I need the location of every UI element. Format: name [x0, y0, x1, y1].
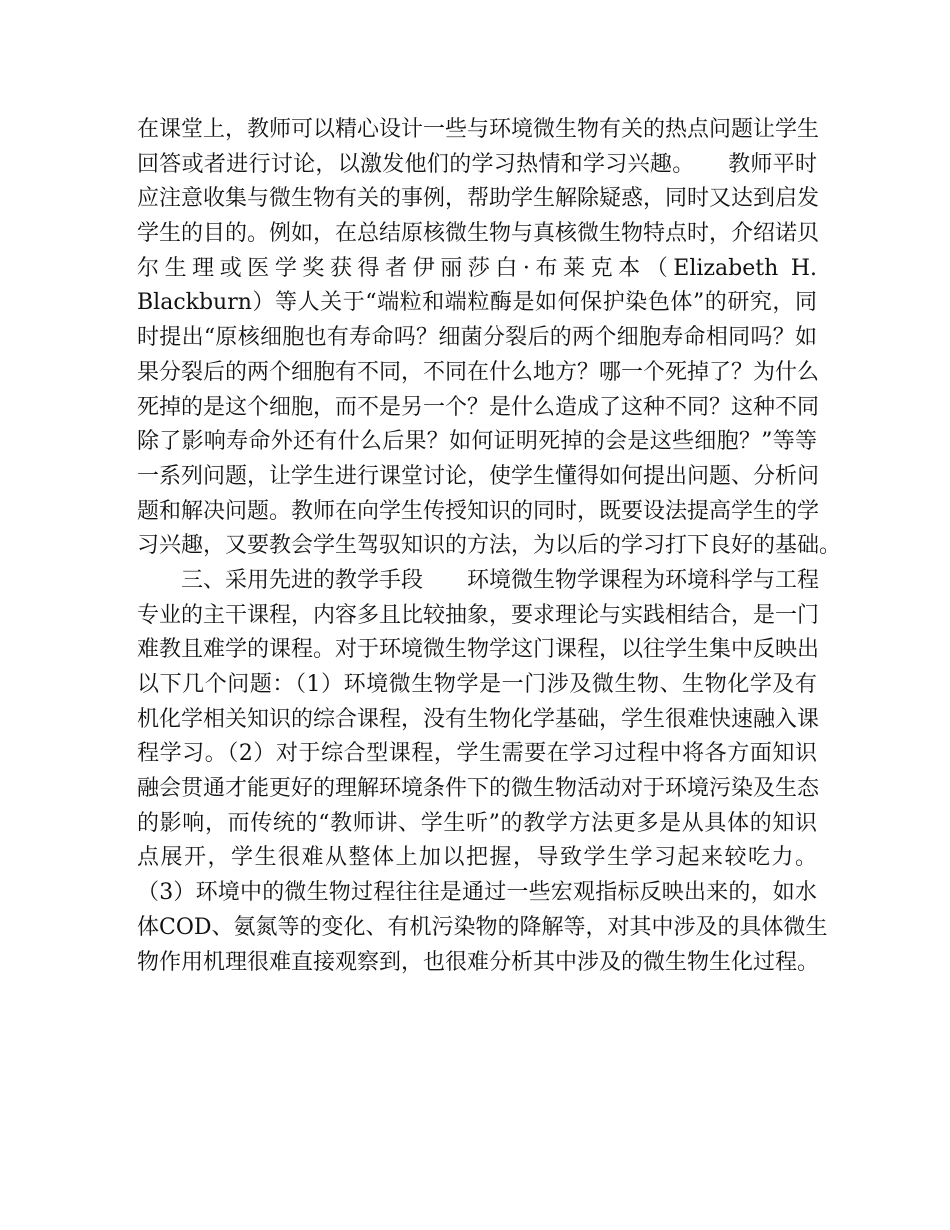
text-line: 题和解决问题。教师在向学生传授知识的同时，既要设法提高学生的学: [137, 498, 820, 524]
text-line: 学生的目的。例如，在总结原核微生物与真核微生物特点时，介绍诺贝: [137, 221, 820, 247]
text-line: 在课堂上，教师可以精心设计一些与环境微生物有关的热点问题让学生: [137, 117, 820, 142]
text-line: 难教且难学的课程。对于环境微生物学这门课程，以往学生集中反映出: [137, 637, 820, 663]
text-line: 应注意收集与微生物有关的事例，帮助学生解除疑惑，同时又达到启发: [137, 186, 820, 212]
text-line: Blackburn）等人关于“端粒和端粒酶是如何保护染色体”的研究，同: [137, 290, 817, 316]
section-heading-line: 三、采用先进的教学手段 环境微生物学课程为环境科学与工程: [137, 567, 820, 593]
text-line: 果分裂后的两个细胞有不同，不同在什么地方？哪一个死掉了？为什么: [137, 359, 820, 385]
text-line: 机化学相关知识的综合课程，没有生物化学基础，学生很难快速融入课: [137, 706, 820, 732]
text-line: 融会贯通才能更好的理解环境条件下的微生物活动对于环境污染及生态: [137, 776, 820, 802]
text-line: 死掉的是这个细胞，而不是另一个？是什么造成了这种不同？这种不同: [137, 394, 820, 420]
text-line: 除了影响寿命外还有什么后果？如何证明死掉的会是这些细胞？”等等: [137, 429, 817, 455]
text-line: 程学习。（2）对于综合型课程，学生需要在学习过程中将各方面知识: [137, 741, 817, 767]
text-line: 的影响，而传统的“教师讲、学生听”的教学方法更多是从具体的知识: [137, 810, 817, 836]
text-line: 习兴趣，又要教会学生驾驭知识的方法，为以后的学习打下良好的基础。: [137, 533, 842, 559]
text-line: 体COD、氨氮等的变化、有机污染物的降解等，对其中涉及的具体微生: [137, 914, 828, 940]
text-line: （3）环境中的微生物过程往往是通过一些宏观指标反映出来的，如水: [137, 880, 817, 906]
text-line: 物作用机理很难直接观察到，也很难分析其中涉及的微生物生化过程。: [137, 949, 820, 975]
text-line: 尔生理或医学奖获得者伊丽莎白·布莱克本（Elizabeth H.: [137, 255, 817, 281]
text-line: 专业的主干课程，内容多且比较抽象，要求理论与实践相结合，是一门: [137, 602, 820, 628]
text-line: 以下几个问题：（1）环境微生物学是一门涉及微生物、生物化学及有: [137, 672, 817, 697]
text-line: 点展开，学生很难从整体上加以把握，导致学生学习起来较吃力。: [137, 845, 817, 871]
text-line: 回答或者进行讨论，以激发他们的学习热情和学习兴趣。 教师平时: [137, 151, 817, 177]
text-line: 一系列问题，让学生进行课堂讨论，使学生懂得如何提出问题、分析问: [137, 463, 820, 489]
text-line: 时提出“原核细胞也有寿命吗？细菌分裂后的两个细胞寿命相同吗？如: [137, 325, 817, 351]
body-text: [137, 113, 842, 980]
